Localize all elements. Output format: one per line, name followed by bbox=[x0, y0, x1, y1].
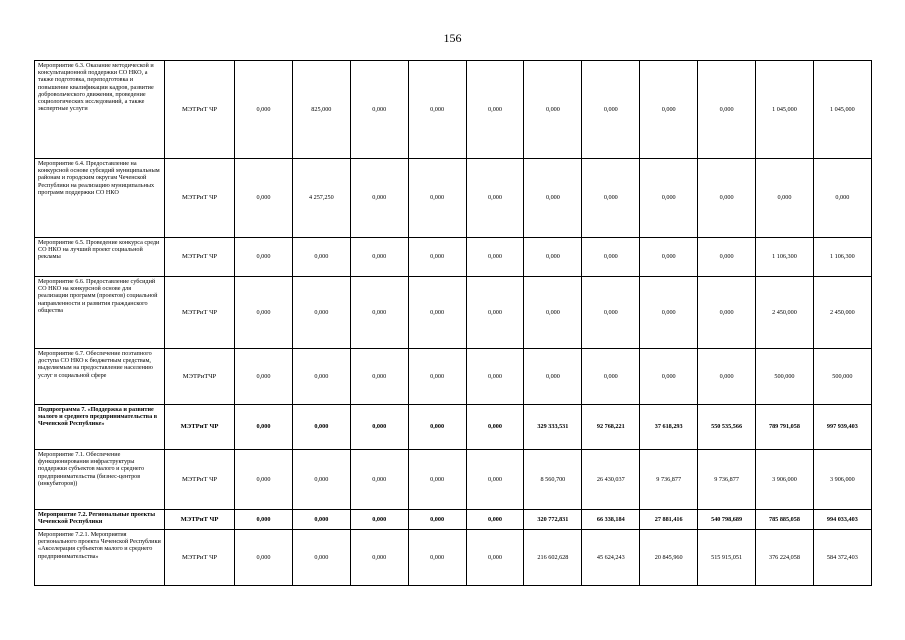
amount-cell: 0,000 bbox=[408, 159, 466, 238]
amount-cell: 0,000 bbox=[466, 277, 524, 349]
amount-cell: 0,000 bbox=[350, 159, 408, 238]
activity-name-cell: Мероприятие 6.6. Предоставление субсидий СО НКО на конкурсной основе для реализации программ (проектов) социальной направленности и развития гражданского общества bbox=[35, 277, 165, 349]
amount-cell: 0,000 bbox=[235, 277, 293, 349]
table-row bbox=[35, 238, 872, 277]
amount-cell: 0,000 bbox=[582, 238, 640, 277]
amount-cell: 584 372,403 bbox=[813, 530, 871, 586]
amount-cell: 376 224,058 bbox=[756, 530, 814, 586]
amount-cell: 0,000 bbox=[582, 277, 640, 349]
amount-cell: 2 450,000 bbox=[756, 277, 814, 349]
table-row bbox=[35, 61, 872, 159]
amount-cell: 0,000 bbox=[292, 277, 350, 349]
activity-name-cell: Мероприятие 7.2. Региональные проекты Чеченской Республики bbox=[35, 510, 165, 530]
amount-cell: 0,000 bbox=[350, 277, 408, 349]
amount-cell: 0,000 bbox=[813, 159, 871, 238]
amount-cell: 0,000 bbox=[408, 405, 466, 450]
amount-cell: 9 736,877 bbox=[698, 450, 756, 510]
amount-cell: 20 845,960 bbox=[640, 530, 698, 586]
amount-cell: 550 535,566 bbox=[698, 405, 756, 450]
amount-cell: 0,000 bbox=[524, 61, 582, 159]
amount-cell: 92 768,221 bbox=[582, 405, 640, 450]
activity-name-cell: Мероприятие 7.1. Обеспечение функционирования инфраструктуры поддержки субъектов малого и среднего предпринимательства (бизнес-центров (инкубаторов)) bbox=[35, 450, 165, 510]
amount-cell: 0,000 bbox=[640, 349, 698, 405]
amount-cell: 0,000 bbox=[466, 349, 524, 405]
amount-cell: 0,000 bbox=[466, 530, 524, 586]
amount-cell: 0,000 bbox=[235, 349, 293, 405]
amount-cell: 0,000 bbox=[466, 510, 524, 530]
table-row bbox=[35, 510, 872, 530]
amount-cell: 0,000 bbox=[408, 238, 466, 277]
amount-cell: 0,000 bbox=[524, 238, 582, 277]
amount-cell: 0,000 bbox=[235, 238, 293, 277]
amount-cell: 785 885,058 bbox=[756, 510, 814, 530]
amount-cell: 37 618,293 bbox=[640, 405, 698, 450]
executor-cell: МЭТРиТ ЧР bbox=[165, 510, 235, 530]
amount-cell: 0,000 bbox=[235, 530, 293, 586]
activity-name-cell: Мероприятие 6.7. Обеспечение поэтапного доступа СО НКО к бюджетным средствам, выделяемым на предоставление населению услуг в социальной сфере bbox=[35, 349, 165, 405]
amount-cell: 0,000 bbox=[640, 238, 698, 277]
amount-cell: 0,000 bbox=[524, 349, 582, 405]
activity-name-cell: Мероприятие 6.5. Проведение конкурса среди СО НКО на лучший проект социальной рекламы bbox=[35, 238, 165, 277]
table-row bbox=[35, 349, 872, 405]
amount-cell: 500,000 bbox=[756, 349, 814, 405]
amount-cell: 0,000 bbox=[582, 159, 640, 238]
amount-cell: 0,000 bbox=[408, 349, 466, 405]
amount-cell: 0,000 bbox=[698, 159, 756, 238]
amount-cell: 45 624,243 bbox=[582, 530, 640, 586]
amount-cell: 1 045,000 bbox=[813, 61, 871, 159]
executor-cell: МЭТРиТ ЧР bbox=[165, 61, 235, 159]
amount-cell: 216 602,628 bbox=[524, 530, 582, 586]
amount-cell: 3 906,000 bbox=[813, 450, 871, 510]
amount-cell: 0,000 bbox=[466, 450, 524, 510]
executor-cell: МЭТРиТ ЧР bbox=[165, 405, 235, 450]
table-row bbox=[35, 277, 872, 349]
amount-cell: 0,000 bbox=[235, 159, 293, 238]
amount-cell: 0,000 bbox=[235, 450, 293, 510]
amount-cell: 0,000 bbox=[524, 277, 582, 349]
amount-cell: 0,000 bbox=[350, 405, 408, 450]
activity-name-cell: Мероприятие 7.2.1. Мероприятия регионального проекта Чеченской Республики «Акселерация субъектов малого и среднего предпринимательства» bbox=[35, 530, 165, 586]
amount-cell: 0,000 bbox=[698, 349, 756, 405]
amount-cell: 0,000 bbox=[466, 61, 524, 159]
amount-cell: 1 106,300 bbox=[756, 238, 814, 277]
amount-cell: 0,000 bbox=[756, 159, 814, 238]
amount-cell: 0,000 bbox=[235, 510, 293, 530]
amount-cell: 0,000 bbox=[292, 349, 350, 405]
executor-cell: МЭТРиТ ЧР bbox=[165, 159, 235, 238]
amount-cell: 0,000 bbox=[235, 61, 293, 159]
amount-cell: 0,000 bbox=[524, 159, 582, 238]
activity-name-cell: Подпрограмма 7. «Поддержка и развитие малого и среднего предпринимательства в Чеченской Республике» bbox=[35, 405, 165, 450]
table-row bbox=[35, 405, 872, 450]
amount-cell: 27 881,416 bbox=[640, 510, 698, 530]
amount-cell: 66 338,184 bbox=[582, 510, 640, 530]
amount-cell: 8 560,700 bbox=[524, 450, 582, 510]
amount-cell: 0,000 bbox=[466, 405, 524, 450]
executor-cell: МЭТРиТ ЧР bbox=[165, 238, 235, 277]
amount-cell: 0,000 bbox=[292, 530, 350, 586]
executor-cell: МЭТРиТ ЧР bbox=[165, 277, 235, 349]
amount-cell: 0,000 bbox=[640, 159, 698, 238]
amount-cell: 0,000 bbox=[350, 238, 408, 277]
amount-cell: 0,000 bbox=[408, 450, 466, 510]
amount-cell: 26 430,037 bbox=[582, 450, 640, 510]
amount-cell: 997 939,403 bbox=[813, 405, 871, 450]
executor-cell: МЭТРиТ ЧР bbox=[165, 450, 235, 510]
executor-cell: МЭТРиТЧР bbox=[165, 349, 235, 405]
page-number: 156 bbox=[443, 31, 462, 45]
amount-cell: 0,000 bbox=[292, 510, 350, 530]
amount-cell: 0,000 bbox=[466, 238, 524, 277]
amount-cell: 0,000 bbox=[582, 349, 640, 405]
amount-cell: 0,000 bbox=[292, 238, 350, 277]
amount-cell: 0,000 bbox=[698, 238, 756, 277]
amount-cell: 515 915,051 bbox=[698, 530, 756, 586]
amount-cell: 329 333,531 bbox=[524, 405, 582, 450]
amount-cell: 0,000 bbox=[292, 450, 350, 510]
table-row bbox=[35, 159, 872, 238]
amount-cell: 0,000 bbox=[408, 277, 466, 349]
amount-cell: 0,000 bbox=[582, 61, 640, 159]
amount-cell: 0,000 bbox=[640, 277, 698, 349]
table-row bbox=[35, 450, 872, 510]
executor-cell: МЭТРиТ ЧР bbox=[165, 530, 235, 586]
amount-cell: 0,000 bbox=[292, 405, 350, 450]
table-row bbox=[35, 530, 872, 586]
amount-cell: 0,000 bbox=[235, 405, 293, 450]
amount-cell: 540 798,689 bbox=[698, 510, 756, 530]
amount-cell: 0,000 bbox=[408, 510, 466, 530]
amount-cell: 789 791,058 bbox=[756, 405, 814, 450]
amount-cell: 0,000 bbox=[408, 530, 466, 586]
amount-cell: 4 257,250 bbox=[292, 159, 350, 238]
amount-cell: 0,000 bbox=[350, 61, 408, 159]
amount-cell: 0,000 bbox=[350, 450, 408, 510]
amount-cell: 0,000 bbox=[698, 61, 756, 159]
amount-cell: 500,000 bbox=[813, 349, 871, 405]
amount-cell: 0,000 bbox=[466, 159, 524, 238]
amount-cell: 1 045,000 bbox=[756, 61, 814, 159]
amount-cell: 0,000 bbox=[350, 349, 408, 405]
amount-cell: 1 106,300 bbox=[813, 238, 871, 277]
amount-cell: 0,000 bbox=[350, 510, 408, 530]
amount-cell: 9 736,877 bbox=[640, 450, 698, 510]
amount-cell: 0,000 bbox=[640, 61, 698, 159]
activity-name-cell: Мероприятие 6.3. Оказание методической и консультационной поддержки СО НКО, а также подготовка, переподготовка и повышение квалификации кадров, развитие добровольческого движения, проведение социологических исследований, а также экспертные услуги bbox=[35, 61, 165, 159]
amount-cell: 0,000 bbox=[698, 277, 756, 349]
amount-cell: 0,000 bbox=[408, 61, 466, 159]
budget-table bbox=[34, 60, 872, 586]
amount-cell: 994 033,403 bbox=[813, 510, 871, 530]
amount-cell: 320 772,831 bbox=[524, 510, 582, 530]
amount-cell: 825,000 bbox=[292, 61, 350, 159]
amount-cell: 0,000 bbox=[350, 530, 408, 586]
amount-cell: 3 906,000 bbox=[756, 450, 814, 510]
amount-cell: 2 450,000 bbox=[813, 277, 871, 349]
activity-name-cell: Мероприятие 6.4. Предоставление на конкурсной основе субсидий муниципальным районам и городским округам Чеченской Республики на реализацию муниципальных программ поддержки СО НКО bbox=[35, 159, 165, 238]
